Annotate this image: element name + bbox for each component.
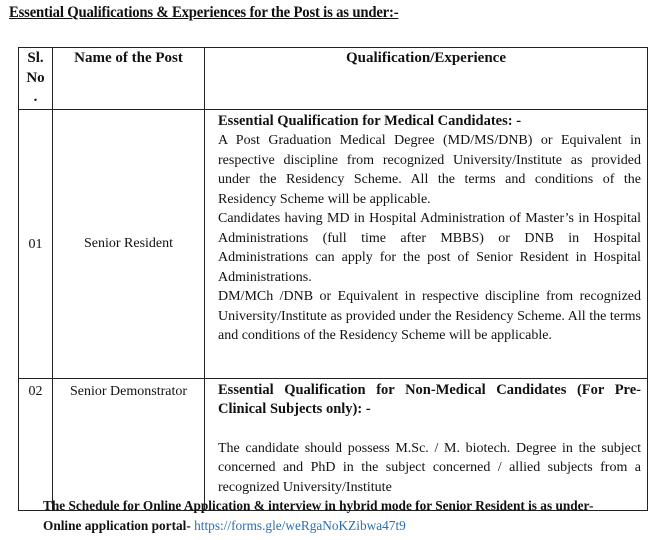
- row-post-name: Senior Resident: [53, 109, 205, 378]
- qualifications-table: [18, 47, 648, 511]
- qualification-paragraph: A Post Graduation Medical Degree (MD/MS/DNB) or Equivalent in respective discipline from recognized University/Institute as provided under the Residency Scheme. All the terms and conditions of the Residency Scheme will be applicable.: [218, 133, 641, 207]
- table-row: [19, 109, 648, 378]
- row-qualification: [205, 378, 648, 510]
- qualification-paragraph: DM/MCh /DNB or Equivalent in respective discipline from recognized University/Institute as provided under the Residency Scheme. All the terms and conditions of the Residency Scheme will be applicable.: [218, 289, 641, 343]
- portal-label: Online application portal-: [43, 519, 191, 534]
- row-post-name: Senior Demonstrator: [53, 378, 205, 510]
- qualification-heading: Essential Qualification for Medical Candidates: -: [218, 112, 522, 129]
- application-portal-link[interactable]: https://forms.gle/weRgaNoKZibwa47t9: [194, 519, 406, 534]
- section-title: Essential Qualifications & Experiences for the Post is as under:-: [9, 4, 399, 21]
- row-qualification: [205, 109, 648, 378]
- spacer: [218, 420, 641, 439]
- qualification-paragraph: The candidate should possess M.Sc. / M. biotech. Degree in the subject concerned and PhD in the subject concerned / allied subjects from a recognized University/Institute: [218, 440, 641, 495]
- header-qualification: Qualification/Experience: [205, 48, 648, 110]
- row-sl-no: 01: [19, 109, 53, 378]
- qualification-heading: Essential Qualification for Non-Medical Candidates (For Pre-Clinical Subjects only): -: [218, 381, 641, 417]
- schedule-text: The Schedule for Online Application & interview in hybrid mode for Senior Resident is as under-: [43, 499, 594, 514]
- qualification-paragraph: Candidates having MD in Hospital Administration of Master’s in Hospital Administrations (full time after MBBS) or DNB in Hospital Administrations can apply for the post of Senior Resident in Hospital Administrations.: [218, 211, 641, 285]
- table-row: [19, 378, 648, 510]
- footer: [43, 497, 593, 537]
- table-header-row: [19, 48, 648, 110]
- header-sl-no: Sl. No .: [19, 48, 53, 110]
- row-sl-no: 02: [19, 378, 53, 510]
- header-post-name: Name of the Post: [53, 48, 205, 110]
- portal-line: [43, 517, 593, 537]
